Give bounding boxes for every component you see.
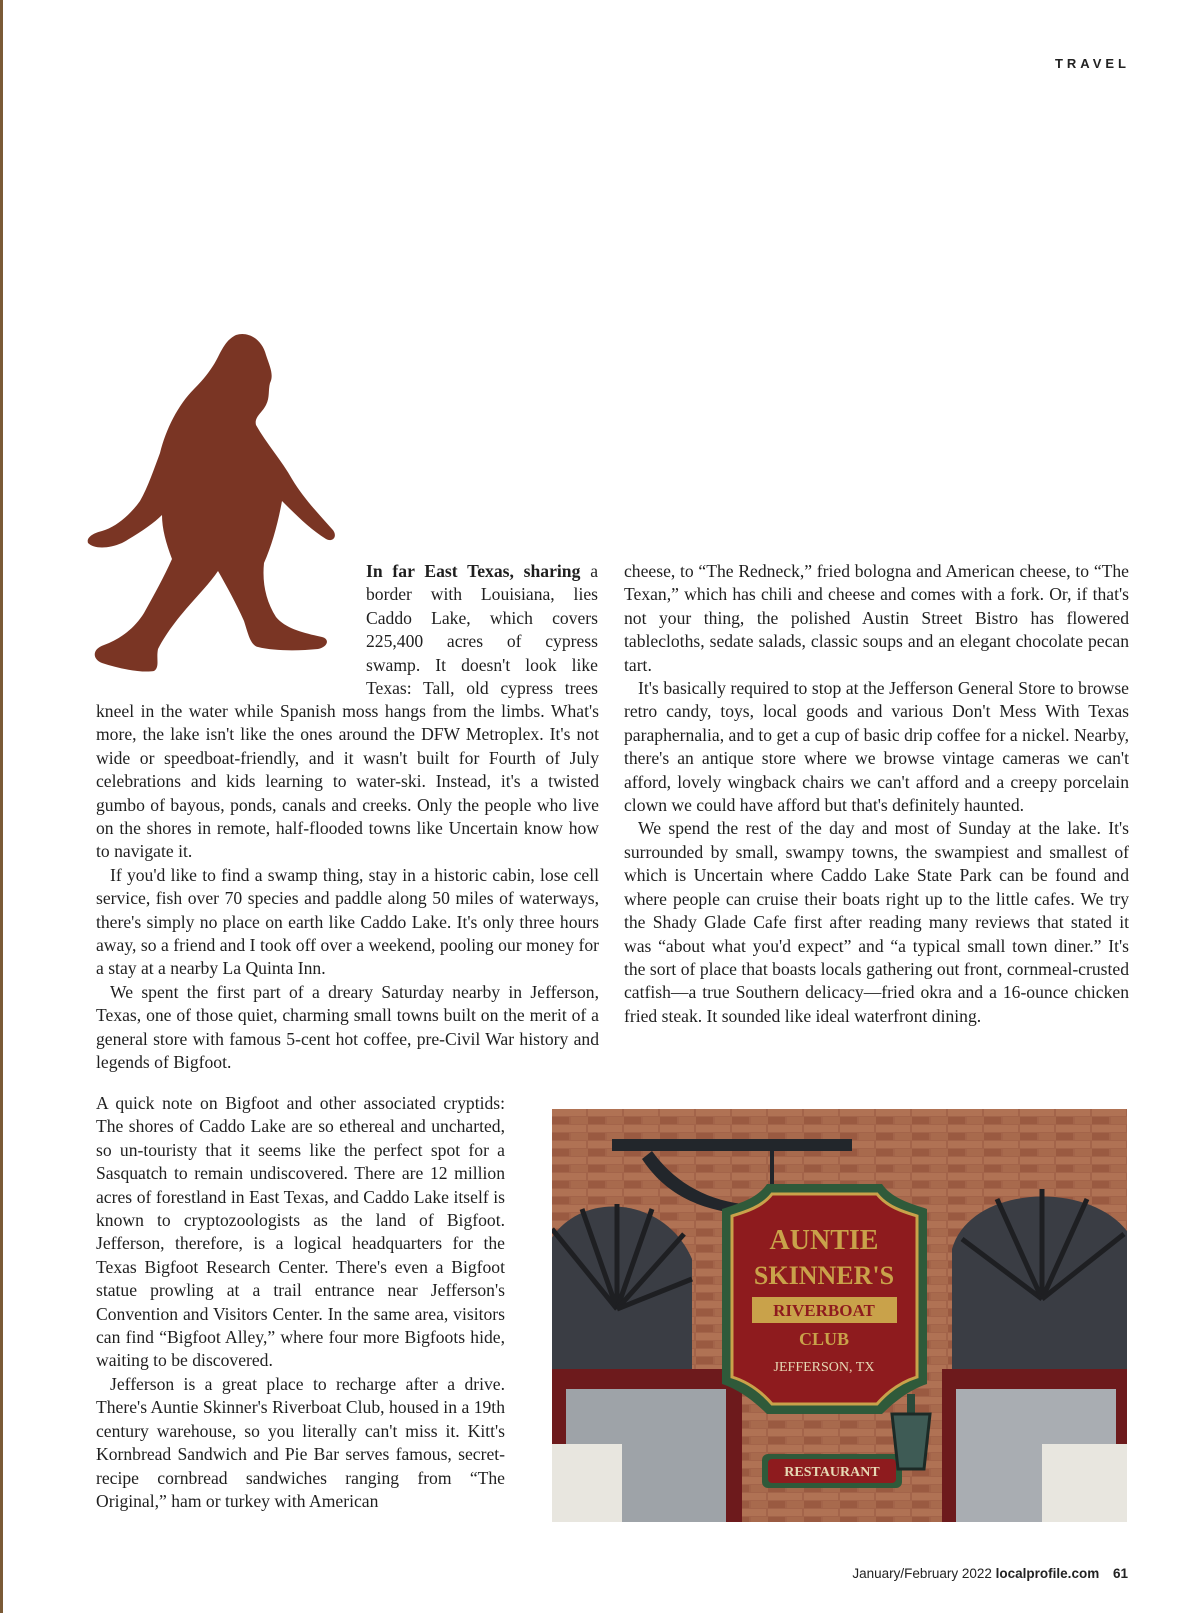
sign-club-text: CLUB <box>798 1329 850 1349</box>
paragraph-4: A quick note on Bigfoot and other associated cryptids: The shores of Caddo Lake are so ethereal and uncharted, so un-touristy that it seems like the perfect spot for a Sasquatch to remain undiscovered. There are 12 million acres of forestland in East Texas, and Caddo Lake itself is known to cryptozoologists as the land of Bigfoot. Jefferson, therefore, is a logical headquarters for the Texas Bigfoot Research Center. There's even a Bigfoot statue prowling at a trail entrance near Jefferson's Convention and Visitors Center. In the same area, visitors can find “Bigfoot Alley,” where four more Bigfoots hide, waiting to be discovered. <box>96 1093 505 1371</box>
lead-text: a border with Louisiana, lies Caddo Lake, which covers 225,400 acres of cypress swamp. It doesn't look like Texas: Tall, old cypress trees <box>366 561 598 699</box>
sign-title-2: SKINNER'S <box>753 1261 895 1290</box>
page-footer <box>852 1566 1128 1581</box>
paragraph-1-continued: kneel in the water while Spanish moss hangs from the limbs. What's more, the lake isn't like the ones around the DFW Metroplex. It's not wide or speedboat-friendly, and it wasn't built for Fourth of July celebrations and kids learning to water-ski. Instead, it's a twisted gumbo of bayous, ponds, canals and creeks. Only the people who live on the shores in remote, half-flooded towns like Uncertain know how to navigate it. <box>96 701 599 862</box>
restaurant-sign-text: RESTAURANT <box>784 1465 880 1480</box>
paragraph-3: We spent the first part of a dreary Saturday nearby in Jefferson, Texas, one of those quiet, charming small towns built on the merit of a general store with famous 5-cent hot coffee, pre-Civil War history and legends of Bigfoot. <box>96 981 599 1073</box>
bigfoot-silhouette <box>86 333 346 688</box>
left-notice <box>552 1444 622 1522</box>
riverboat-club-photo <box>552 1109 1127 1522</box>
lantern <box>892 1414 930 1469</box>
bigfoot-shape <box>88 334 335 672</box>
right-notice <box>1042 1444 1127 1522</box>
sign-banner-text: RIVERBOAT <box>773 1301 875 1320</box>
footer-issue: January/February 2022 <box>852 1566 992 1581</box>
paragraph-5-continued: cheese, to “The Redneck,” fried bologna and American cheese, to “The Texan,” which has chili and cheese and comes with a fork. Or, if that's not your thing, the polished Austin Street Bistro has flowered tablecloths, sedate salads, classic soups and an elegant chocolate pecan tart. <box>624 561 1129 675</box>
lantern-top <box>907 1394 915 1414</box>
section-label: TRAVEL <box>1054 56 1130 71</box>
paragraph-7: We spend the rest of the day and most of Sunday at the lake. It's surrounded by small, swampy towns, the swampiest and smallest of which is Uncertain where Caddo Lake State Park can be found and where people can cruise their boats right up to the little cafes. We try the Shady Glade Cafe first after reading many reviews that stated it was “about what you'd expect” and “a typical small town diner.” It's the sort of place that boasts locals gathering out front, cornmeal-crusted catfish—a true Southern delicacy—fried okra and a 16-ounce chicken fried steak. It sounded like ideal waterfront dining. <box>624 818 1129 1026</box>
sign-city-text: JEFFERSON, TX <box>773 1360 875 1375</box>
left-column-lower <box>96 1092 505 1513</box>
sign-title-1: AUNTIE <box>769 1225 879 1256</box>
left-column-upper <box>96 700 599 1075</box>
paragraph-6: It's basically required to stop at the Jefferson General Store to browse retro candy, toys, local goods and various Don't Mess With Texas paraphernalia, and to get a cup of basic drip coffee for a nickel. Nearby, there's an antique store where we browse vintage cameras we can't afford, lovely wingback chairs we can't afford and a creepy porcelain clown we could have afford but that's definitely haunted. <box>624 678 1129 816</box>
page-number: 61 <box>1112 1566 1128 1581</box>
lead-bold-text: In far East Texas, sharing <box>366 561 581 581</box>
photo-illustration <box>552 1109 1127 1522</box>
lead-paragraph-block <box>366 560 598 700</box>
paragraph-5: Jefferson is a great place to recharge after a drive. There's Auntie Skinner's Riverboat Club, housed in a 19th century warehouse, so you literally can't miss it. Kitt's Kornbread Sandwich and Pie Bar serves famous, secret-recipe cornbread sandwiches ranging from “The Original,” ham or turkey with American <box>96 1373 505 1511</box>
page-edge <box>0 0 3 1613</box>
right-column <box>624 560 1129 1028</box>
footer-site: localprofile.com <box>995 1566 1100 1581</box>
lead-paragraph <box>366 560 598 700</box>
paragraph-2: If you'd like to find a swamp thing, stay in a historic cabin, lose cell service, fish over 70 species and paddle along 50 miles of waterways, there's simply no place on earth like Caddo Lake. It's only three hours away, so a friend and I took off over a weekend, pooling our money for a stay at a nearby La Quinta Inn. <box>96 864 599 979</box>
